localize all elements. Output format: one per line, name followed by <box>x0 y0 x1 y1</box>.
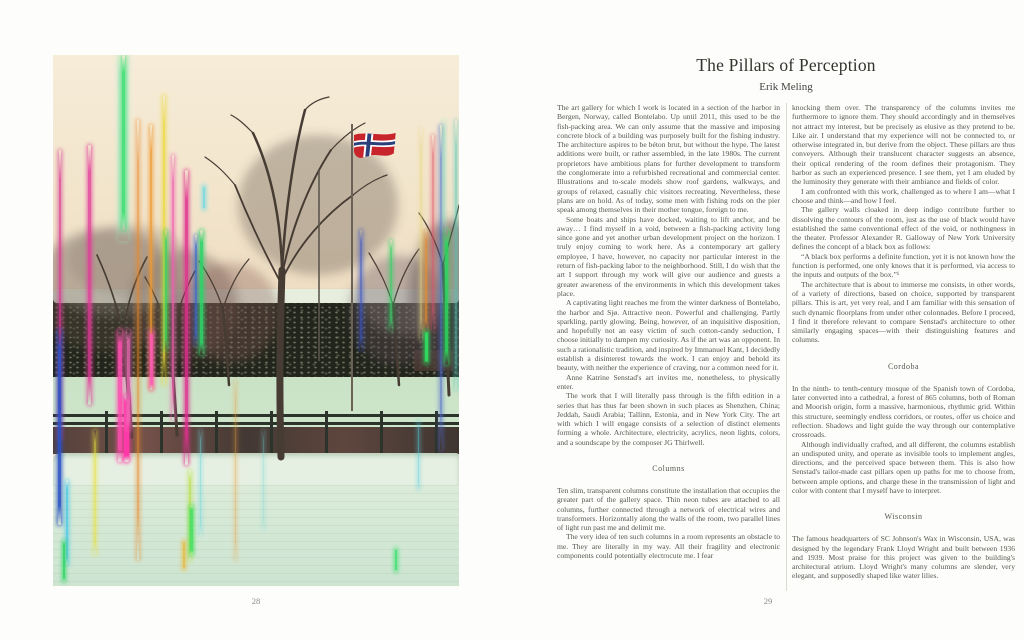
neon-streak <box>420 128 422 340</box>
neon-streak <box>66 480 68 565</box>
paragraph: Although individually crafted, and all different, the columns establish an undisputed unity, and operate as invisible tools to implement angles, directions, and the perceived space between them. This is also how Senstad's tailor-made cast pillars open up paths for me to choose from, between ample options, and charge these in the transmission of light and color with content that I myself have to interpret. <box>792 439 1015 495</box>
article-title: The Pillars of Perception <box>696 55 876 75</box>
neon-streak <box>190 505 193 555</box>
neon-streak <box>118 330 122 462</box>
neon-streak <box>63 540 65 582</box>
neon-streak <box>200 430 202 535</box>
paragraph: The gallery walls cloaked in deep indigo contribute further to dissolving the contours of the room, just as the use of black would have established the same conventional effect of the void, or nothingness in the theater. Professor Alexander R. Galloway of New York University defines the concept of a black box as follows: <box>792 205 1015 252</box>
paragraph: Anne Katrine Senstad's art invites me, nonetheless, to physically enter. <box>557 372 780 391</box>
neon-streak <box>425 330 428 364</box>
neon-streak <box>58 330 61 525</box>
neon-streaks <box>53 55 459 586</box>
neon-streak <box>122 55 125 230</box>
paragraph: In the ninth- to tenth-century mosque of the Spanish town of Cordoba, later converted into a cathedral, a forest of 865 columns, both of Roman and Moorish origin, form a massive, harmonious, rhythmic grid. Within this structure, seemingly endless corridors, or routes, offer us choice and reflection. Shadows and light guide the way through our contemplative crossroads. <box>792 383 1015 440</box>
paragraph: knocking them over. The transparency of the columns invites me furthermore to ignore them. They should accordingly and in themselves not attract my interest, but be precisely as elusive as they pretend to be. Like air. I understand that my experience will not be connected to, or otherwise integrated in, but derive from the object. These pillars are thus conveyers. Although their translucent character suggests an absence, their optical rendering of the room defines their protagonism. They harbor as such an experienced presence. I see them, yet I am eluded by the luminosity they generate with their ambiance and fields of color. <box>792 103 1015 187</box>
article-author: Erik Meling <box>759 81 813 93</box>
neon-streak <box>395 548 398 572</box>
neon-streak <box>165 230 167 350</box>
section-heading: Columns <box>652 463 685 473</box>
paragraph: The famous headquarters of SC Johnson's Wax in Wisconsin, USA, was designed by the legendary Frank Lloyd Wright and built between 1936 and 1939. Most praise for this project was given to the building's architectural atrium. Lloyd Wright's many columns are slender, very elegant, and supposedly shaped like water lilies. <box>792 534 1015 581</box>
text-column-1 <box>557 103 780 560</box>
neon-streak <box>183 540 186 570</box>
neon-streak <box>200 230 203 355</box>
neon-streak <box>185 170 188 465</box>
page-number-left: 28 <box>251 596 261 606</box>
paragraph: The art gallery for which I work is located in a section of the harbor in Bergen, Norway, called Bontelabo. Up until 2011, this used to be the fish-packing area. We can only assume that the massive and imposing concrete block of a building was purposely built for the fishing industry. The architecture aspires to be béton brut, but without the hype. The latest additions were built, or rather assembled, in the late 1980s. The current proprietors have ambitious plans for further development to transform the conglomerate into a refurbished recreational and commercial center. Illustrations and to-scale models show roof gardens, walkways, and groups of relaxed, casually chic visitors recreating. Nevertheless, these plans are on hold. As of today, some men with fishing rods on the pier speak among themselves in their mother tongue, foreign to me. <box>557 103 780 215</box>
neon-streak <box>150 330 153 390</box>
neon-streak <box>172 155 174 420</box>
neon-streak <box>94 430 96 555</box>
neon-streak <box>203 185 205 210</box>
text-column-2 <box>792 103 1015 581</box>
neon-streak <box>455 120 457 390</box>
paragraph: “A black box performs a definite function, yet it is not known how the function is performed, one only knows that it is performed, via access to the inputs and outputs of the box.”¹ <box>792 251 1015 280</box>
neon-streak <box>88 145 91 405</box>
neon-streak <box>390 240 392 330</box>
neon-streak <box>360 230 362 350</box>
neon-streak <box>440 125 442 450</box>
neon-streak <box>425 230 427 330</box>
neon-streak <box>443 120 445 230</box>
neon-streak <box>263 430 265 530</box>
paragraph: The architecture that is about to immerse me consists, in other words, of a variety of directions, based on choice, supported by transparent pillars. This is art, yet very real, and I am familiar with this sensation of such dynamic floorplans from under other colonnades. Before I proceed, I find it therefore relevant to compare Senstad's architecture to other similarly engaging spaces—with their distinguishing features and columns. <box>792 279 1015 345</box>
paragraph: Some boats and ships have docked, waiting to lift anchor, and be away… I find myself in a void, between a fish-packing activity long since gone and yet another urban development project on the horizon. I truly enjoy coming to work here. As a contemporary art gallery employee, I have, however, no capacity nor particular interest in the return of fish-packing labor to the neighborhood. Still, I do wish that the art I support through my work will give our audience and guests a greater awareness of the environments in which this development takes place. <box>557 214 780 298</box>
paragraph: Ten slim, transparent columns constitute the installation that occupies the greater part of the gallery space. Thin neon tubes are attached to all columns, further connected through a network of electrical wires and transformers. Horizontally along the walls of the room, two parallel lines of light run past me and delimit me. <box>557 485 780 533</box>
page-number-right: 29 <box>763 596 773 606</box>
paragraph: A captivating light reaches me from the winter darkness of Bontelabo, the harbor and Sjø. Attractive neon. Powerful and challenging. Partly sparkling, partly glowing. Being, however, of an inquisitive disposition, and hopefully not an easy victim of such cotton-candy seduction, I choose initially to dampen my curiosity. As if the art was an opponent. In such a rationalistic tradition, and inspired by Immanuel Kant, I decidedly establish a disinterest towards the work. I can enjoy and behold its beauty, with neither the experience of craving, nor a common need for it. <box>557 298 780 373</box>
paragraph: The very idea of ten such columns in a room represents an obstacle to me. They are literally in my way. All their fragility and electronic components could potentially electrocute me. I fear <box>557 532 780 561</box>
artwork-photo <box>53 55 459 586</box>
neon-streak <box>418 420 420 490</box>
neon-streak <box>137 120 139 560</box>
paragraph: I am confronted with this work, challenged as to where I am—what I choose and think—and how I feel. <box>792 186 1015 205</box>
section-heading: Wisconsin <box>884 512 923 522</box>
column-rule <box>786 103 787 591</box>
neon-streak <box>235 380 237 561</box>
section-heading: Cordoba <box>887 361 920 371</box>
paragraph: The work that I will literally pass through is the fifth edition in a series that has thus far been shown in such places as Shenzhen, China; Jeddah, Saudi Arabia; Tallinn, Estonia, and in New York City. The art with which I will engage consists of a selection of distinct elements forming a whole. Architecture, electricity, acrylics, neon lights, colors, and a soundscape by the composer JG Thirlwell. <box>557 391 780 447</box>
neon-streak <box>195 235 197 345</box>
right-page <box>512 0 1024 640</box>
neon-streak <box>127 330 130 430</box>
neon-streak <box>432 135 434 330</box>
neon-streak <box>445 230 448 365</box>
